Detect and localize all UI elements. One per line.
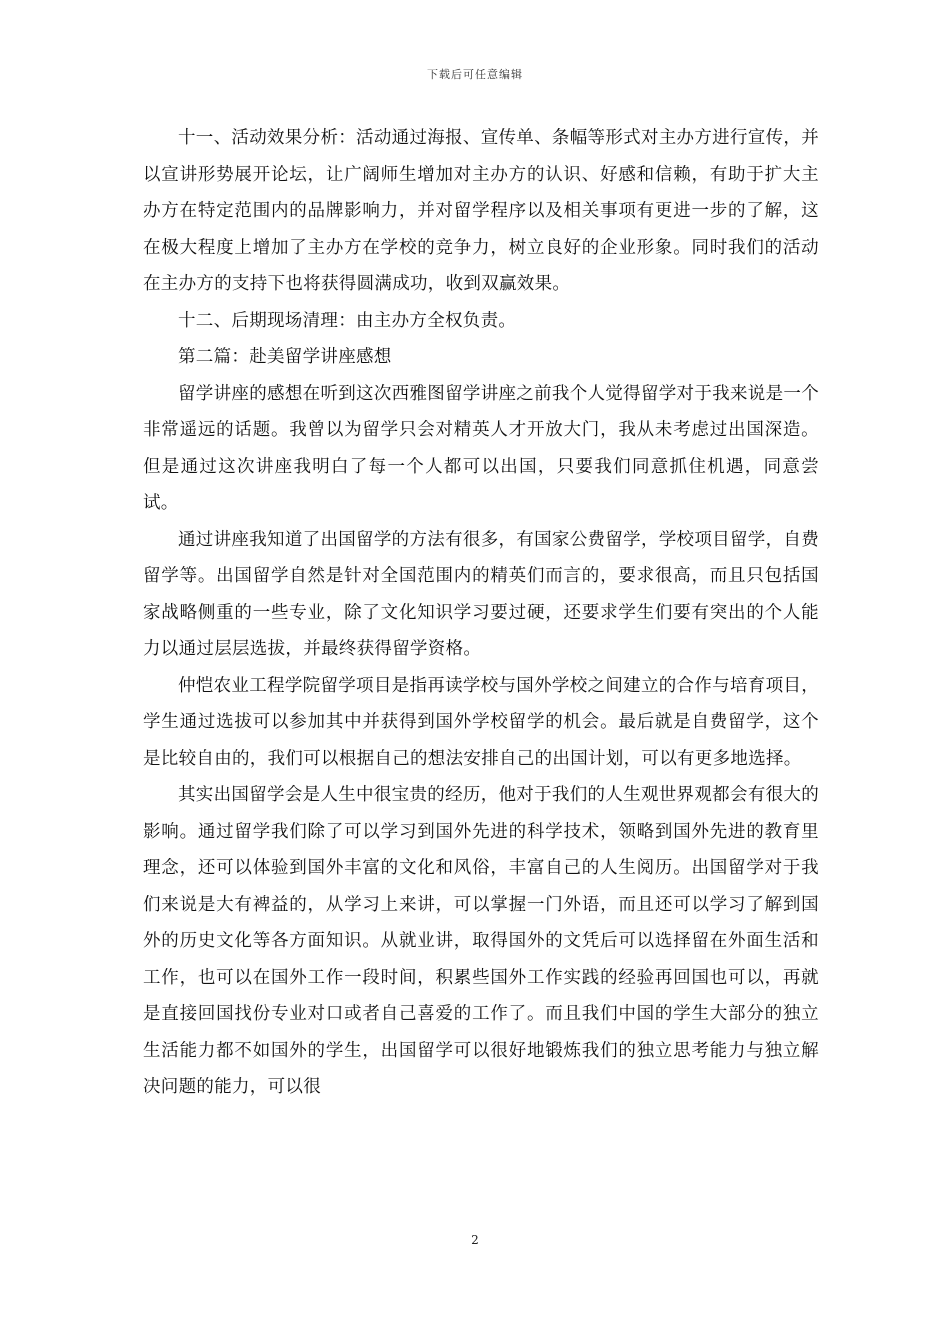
paragraph-site-cleanup: 十二、后期现场清理：由主办方全权负责。 (178, 310, 517, 331)
paragraph-lecture-impression: 留学讲座的感想在听到这次西雅图留学讲座之前我个人觉得留学对于我来说是一个非常遥远的话题。我曾以为留学只会对精英人才开放大门，我从未考虑过出国深造。但是通过这次讲座我明白了每一个人都可以出国，只要我们同意抓住机遇，同意尝试。 (143, 383, 819, 513)
section-heading-second-article: 第二篇：赴美留学讲座感想 (178, 347, 392, 367)
paragraph-study-abroad-methods: 通过讲座我知道了出国留学的方法有很多，有国家公费留学，学校项目留学，自费留学等。出国留学自然是针对全国范围内的精英们而言的，要求很高，而且只包括国家战略侧重的一些专业，除了文化知识学习要过硬，还要求学生们要有突出的个人能力以通过层层选拔，并最终获得留学资格。 (143, 529, 819, 659)
document-body (143, 120, 819, 1106)
page-number: 2 (471, 1233, 479, 1247)
paragraph-school-program: 仲恺农业工程学院留学项目是指再读学校与国外学校之间建立的合作与培育项目，学生通过选拔可以参加其中并获得到国外学校留学的机会。最后就是自费留学，这个是比较自由的，我们可以根据自己的想法安排自己的出国计划，可以有更多地选择。 (143, 675, 819, 769)
paragraph-study-abroad-value: 其实出国留学会是人生中很宝贵的经历，他对于我们的人生观世界观都会有很大的影响。通过留学我们除了可以学习到国外先进的科学技术，领略到国外先进的教育里理念，还可以体验到国外丰富的文化和风俗，丰富自己的人生阅历。出国留学对于我们来说是大有裨益的，从学习上来讲，可以掌握一门外语，而且还可以学习了解到国外的历史文化等各方面知识。从就业讲，取得国外的文凭后可以选择留在外面生活和工作，也可以在国外工作一段时间，积累些国外工作实践的经验再回国也可以，再就是直接回国找份专业对口或者自己喜爱的工作了。而且我们中国的学生大部分的独立生活能力都不如国外的学生，出国留学可以很好地锻炼我们的独立思考能力与独立解决问题的能力，可以很 (143, 785, 819, 1097)
page-header: 下载后可任意编辑 (427, 68, 523, 81)
paragraph-activity-effect-analysis: 十一、活动效果分析：活动通过海报、宣传单、条幅等形式对主办方进行宣传，并以宣讲形势展开论坛，让广阔师生增加对主办方的认识、好感和信赖，有助于扩大主办方在特定范围内的品牌影响力，并对留学程序以及相关事项有更进一步的了解，这在极大程度上增加了主办方在学校的竞争力，树立良好的企业形象。同时我们的活动在主办方的支持下也将获得圆满成功，收到双赢效果。 (143, 128, 819, 294)
